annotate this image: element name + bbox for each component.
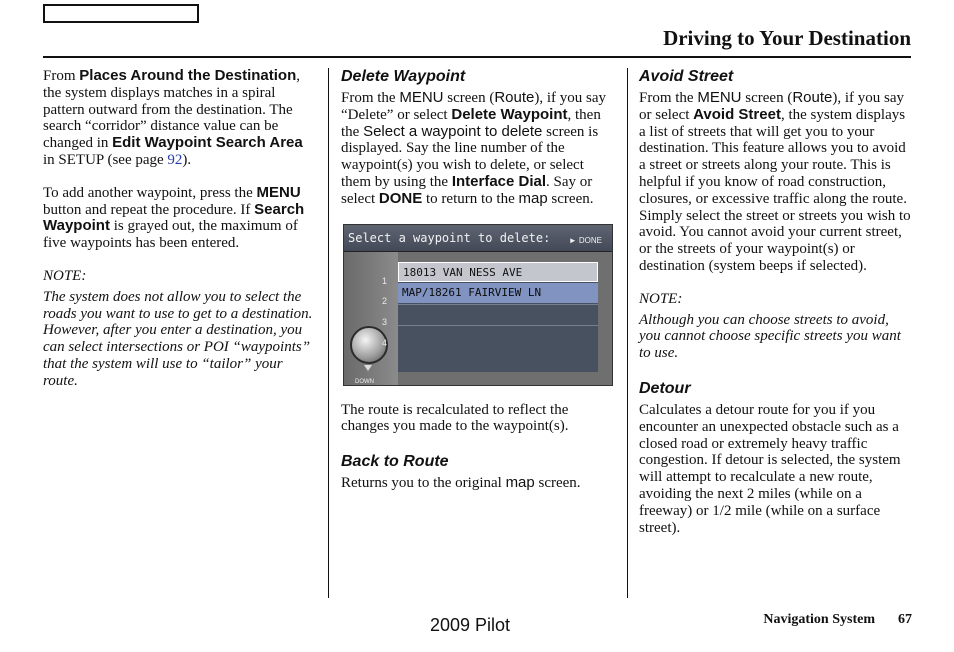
row-number: 3 (382, 316, 388, 327)
row-number: 1 (382, 275, 388, 286)
text: , the system displays a list of streets that will get you to your destination. This feature allows you to avoid a street or streets along your route. This is helpful if you know of road construction, closures, or excessive traffic along the route. Simply select the street or streets you wish to avoid. You cannot avoid your current street, or the streets of your waypoint(s) or destination (system beeps if selected). (639, 106, 911, 274)
text: From the (341, 90, 400, 106)
avoid-street-paragraph (639, 90, 914, 275)
map-term: map (505, 474, 535, 492)
waypoint-row-4[interactable] (398, 325, 598, 345)
text: screen. (534, 475, 581, 492)
delete-waypoint-heading: Delete Waypoint (341, 68, 466, 85)
text: screen is displayed. Say the line number of the waypoint(s) you wish to delete, or select them by using the (341, 123, 599, 190)
text: , the system displays matches in a spiral pattern outward from the destination. The search “corridor” distance value can be changed in (43, 68, 300, 152)
nav-screen-header (344, 225, 612, 252)
waypoint-row-1[interactable]: 18013 VAN NESS AVE (398, 262, 598, 282)
text: screen ( (741, 90, 793, 106)
down-label: DOWN (355, 378, 374, 385)
nav-screen-side-panel (344, 252, 398, 385)
page-92-link[interactable]: 92 (167, 151, 183, 168)
text: From the (639, 90, 698, 106)
map-term: map (518, 189, 548, 207)
page-title: Driving to Your Destination (663, 26, 911, 50)
text: From (43, 68, 80, 84)
note-text: The system does not allow you to select the roads you want to use to get to a destination. However, after you enter a destination, you can select intersections or POI “waypoints” that the system will use to “tailor” your route. (43, 288, 313, 389)
edit-waypoint-search-area-term: Edit Waypoint Search Area (112, 134, 303, 152)
text: screen ( (443, 90, 495, 106)
page-number: 67 (898, 612, 912, 627)
row-number: 4 (382, 337, 388, 348)
text: Returns you to the original (341, 475, 506, 492)
nav-screen-prompt: Select a waypoint to delete: (348, 230, 551, 245)
waypoint-list (398, 262, 598, 372)
detour-heading: Detour (639, 379, 691, 397)
footer-section: Navigation System (763, 612, 875, 627)
back-to-route-paragraph (341, 475, 616, 492)
column-divider-2 (627, 68, 628, 598)
text: ), if you say “Delete” or select (341, 90, 607, 123)
nav-screen-done-button[interactable]: ► DONE (568, 235, 602, 245)
column-left (43, 68, 318, 390)
column-divider-1 (328, 68, 329, 598)
avoid-street-term: Avoid Street (693, 105, 781, 123)
note-text: Although you can choose streets to avoid, you cannot choose specific streets you want to use. (639, 311, 901, 362)
title-rule (43, 56, 911, 58)
row-number: 2 (382, 295, 388, 306)
menu-screen-term: MENU (399, 89, 444, 106)
recalculated-paragraph: The route is recalculated to reflect the changes you made to the waypoint(s). (341, 401, 569, 435)
places-around-destination-term: Places Around the Destination (79, 67, 297, 84)
interface-dial-term: Interface Dial (451, 172, 547, 190)
route-term: Route (792, 89, 833, 106)
footer-model: 2009 Pilot (430, 615, 511, 635)
avoid-street-heading: Avoid Street (639, 68, 734, 85)
add-waypoint-paragraph (43, 185, 318, 252)
route-term: Route (494, 89, 535, 106)
text: screen. (547, 190, 594, 207)
places-around-destination-paragraph (43, 68, 318, 169)
note-heading: NOTE: (43, 267, 87, 284)
header-tab-box (43, 4, 199, 23)
select-waypoint-term: Select a waypoint to delete (363, 122, 543, 140)
text: . Say or select (341, 173, 593, 207)
back-to-route-heading: Back to Route (341, 453, 449, 471)
note-heading: NOTE: (639, 290, 683, 307)
text: to return to the (422, 190, 519, 207)
menu-screen-term: MENU (697, 89, 742, 106)
text: , then the (341, 106, 601, 140)
nav-screen-image (343, 224, 613, 386)
column-right (639, 68, 914, 536)
waypoint-row-2[interactable]: MAP/18261 FAIRVIEW LN (398, 283, 598, 303)
text: ). (182, 151, 192, 168)
delete-waypoint-term: Delete Waypoint (451, 105, 568, 123)
waypoint-row-3[interactable] (398, 304, 598, 324)
text: in SETUP (see page (43, 151, 168, 168)
detour-paragraph: Calculates a detour route for you if you encounter an unexpected obstacle such as a closed road or extremely heavy traffic congestion. If detour is selected, the system will attempt to recalculate a new route, avoiding the next 2 miles (while on a freeway) or 1/2 mile (while on a surface street). (639, 401, 901, 536)
done-term: DONE (378, 189, 423, 207)
text: To add another waypoint, press the (43, 184, 257, 201)
column-middle (341, 68, 616, 492)
text: button and repeat the procedure. If (43, 201, 255, 218)
down-arrow-icon (364, 365, 372, 371)
menu-term: MENU (256, 183, 301, 201)
delete-waypoint-paragraph (341, 90, 616, 208)
text: is grayed out, the maximum of five waypoints has been entered. (43, 218, 298, 252)
text: ), if you say or select (639, 90, 905, 123)
search-waypoint-term: Search Waypoint (43, 200, 305, 235)
